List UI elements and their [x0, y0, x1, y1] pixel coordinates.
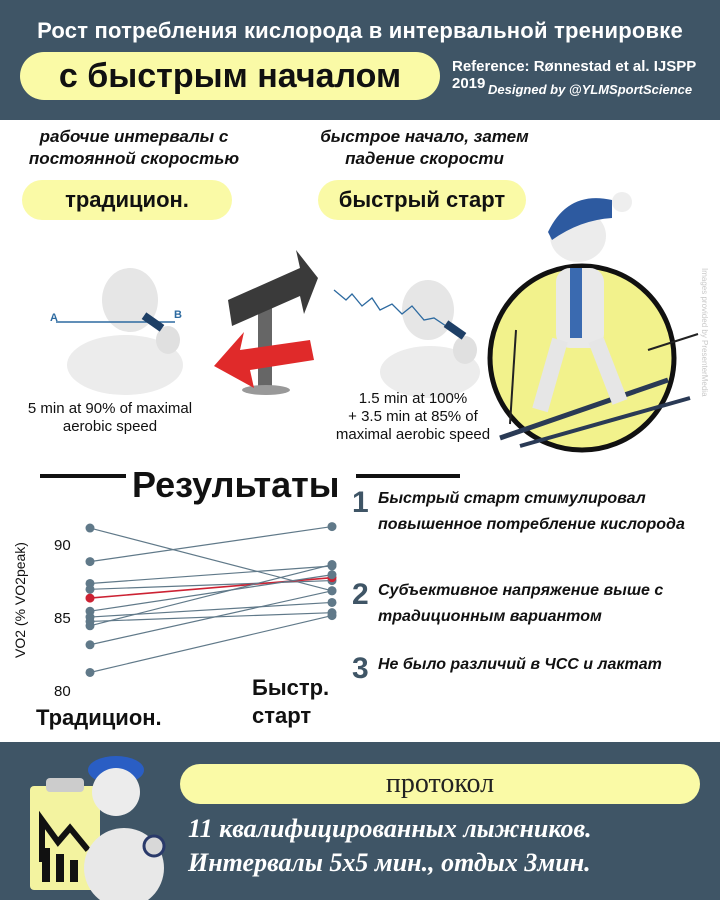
results-divider-right [356, 474, 460, 478]
series-point-7-fast-start [328, 598, 337, 607]
skier-illustration [490, 192, 698, 450]
traditional-pill: традицион. [22, 180, 232, 220]
series-point-11-traditional [86, 668, 95, 677]
y-tick-label: 80 [54, 683, 71, 700]
series-point-9-fast-start [328, 560, 337, 569]
series-line-6 [90, 575, 332, 611]
series-point-10-traditional [86, 640, 95, 649]
direction-sign-icon [214, 250, 318, 395]
series-point-9-traditional [86, 621, 95, 630]
results-divider-left [40, 474, 126, 478]
y-tick-label: 85 [54, 610, 71, 628]
series-point-6-fast-start [328, 570, 337, 579]
finding-number: 3 [352, 652, 369, 685]
series-line-10 [90, 591, 332, 645]
presenter-figure-right [380, 280, 480, 398]
image-credit: Images provided by PresenterMedia [700, 268, 709, 397]
series-point-2-traditional [86, 557, 95, 566]
traditional-protocol: 5 min at 90% of maximal aerobic speed [27, 400, 193, 435]
x-category-fast-start: Быстр. старт [252, 675, 330, 728]
fast-start-description: быстрое начало, затем падение скорости [320, 127, 529, 168]
fast-start-protocol-line2: + 3.5 min at 85% of [348, 408, 478, 425]
finding-text: Субъективное напряжение выше с традиционным вариантом [378, 582, 664, 625]
finding-number: 1 [352, 486, 369, 519]
series-point-2-fast-start [328, 522, 337, 531]
series-line-7 [90, 602, 332, 617]
protocol-pill: протокол [180, 764, 700, 804]
series-line-2 [90, 527, 332, 562]
fast-start-protocol-line1: 1.5 min at 100% [358, 390, 468, 407]
x-category-traditional: Традицион. [36, 705, 162, 730]
chart-y-label-text: VO2 (% VO2peak) [12, 542, 28, 658]
series-line-11 [90, 616, 332, 673]
series-point-10-fast-start [328, 586, 337, 595]
designed-by-text: Designed by @YLMSportScience [488, 82, 693, 97]
page-subtitle: с быстрым началом [58, 57, 402, 95]
fast-start-protocol-line3: maximal aerobic speed [335, 426, 491, 443]
series-point-1-traditional [86, 524, 95, 533]
reference-text: Reference: Rønnestad et al. IJSPP 2019 [452, 58, 696, 92]
finding-text: Быстрый старт стимулировал повышенное потребление кислорода [378, 490, 685, 533]
fast-start-pill: быстрый старт [318, 180, 526, 220]
marker-b: B [174, 309, 182, 321]
marker-a: A [50, 312, 58, 324]
y-tick-label: 90 [54, 537, 71, 555]
doctor-clipboard-illustration [24, 750, 174, 900]
series-point-5-traditional [86, 594, 95, 603]
presenter-figure-left [67, 268, 183, 395]
finding-number: 2 [352, 578, 369, 611]
protocol-line-1: 11 квалифицированных лыжников. [188, 814, 592, 843]
fast-start-protocol [318, 390, 508, 444]
series-point-11-fast-start [328, 611, 337, 620]
protocol-line-2: Интервалы 5х5 мин., отдых 3мин. [188, 848, 591, 877]
results-title: Результаты [132, 464, 340, 505]
traditional-description: рабочие интервалы с постоянной скоростью [28, 127, 240, 168]
finding-text: Не было различий в ЧСС и лактат [378, 656, 662, 673]
page-title: Рост потребления кислорода в интервальной тренировке [37, 18, 683, 43]
series-point-4-traditional [86, 585, 95, 594]
